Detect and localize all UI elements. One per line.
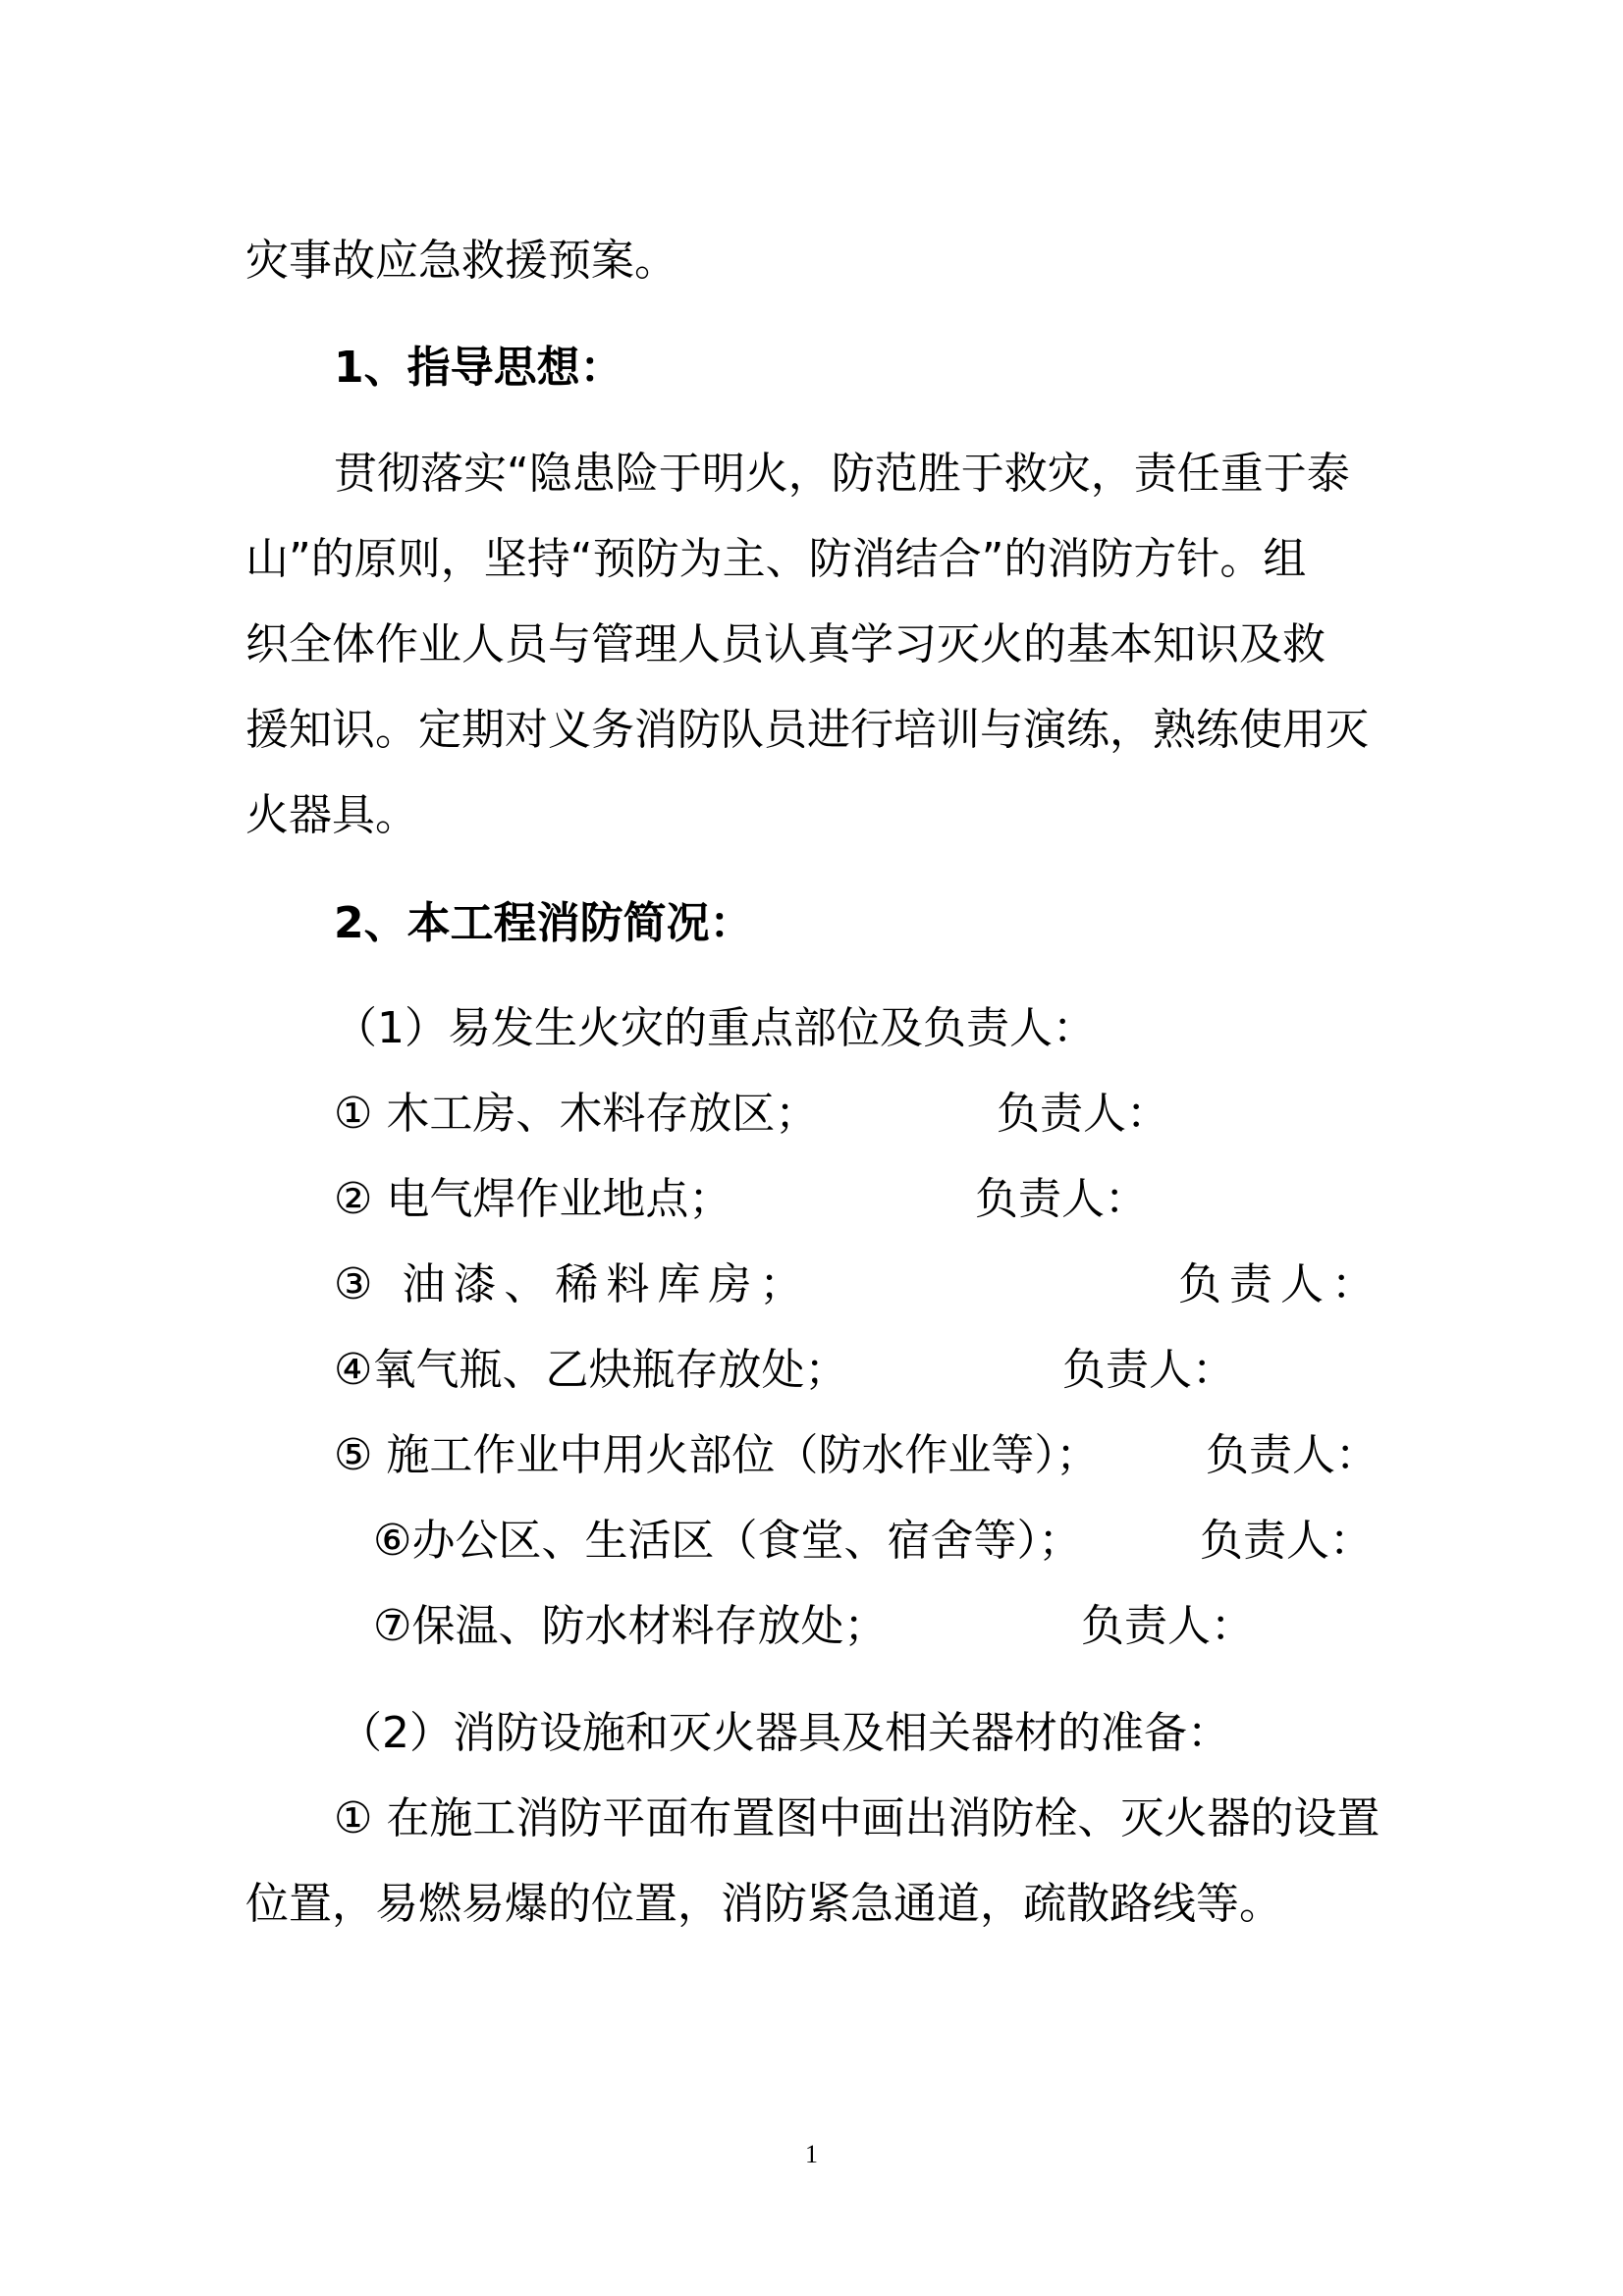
- location-item: ① 木工房、木料存放区；: [334, 1089, 819, 1139]
- paragraph-line: 贯彻落实“隐患险于明火，防范胜于救灾，责任重于泰: [334, 449, 1350, 499]
- heading-guiding-principle: 1、指导思想：: [334, 343, 623, 393]
- responsible-label: 负责人：: [975, 1174, 1148, 1224]
- location-item: ② 电气焊作业地点；: [334, 1174, 732, 1224]
- location-item: ⑦保温、防水材料存放处；: [373, 1601, 888, 1651]
- paragraph-continuation: 灾事故应急救援预案。: [245, 236, 677, 286]
- paragraph-line: 援知识。定期对义务消防队员进行培训与演练，熟练使用灭: [245, 705, 1369, 755]
- subsection-title: （1）易发生火灾的重点部位及负责人：: [334, 1003, 1096, 1053]
- paragraph-line: 山”的原则，坚持“预防为主、防消结合”的消防方针。组: [245, 534, 1307, 584]
- subsection-title: （2）消防设施和灭火器具及相关器材的准备：: [339, 1708, 1230, 1758]
- location-item: ③ 油漆、稀料库房；: [334, 1259, 811, 1309]
- responsible-label: 负责人：: [1206, 1430, 1379, 1480]
- page-number: 1: [805, 2140, 818, 2168]
- heading-fire-overview: 2、本工程消防简况：: [334, 898, 753, 948]
- paragraph-line: 织全体作业人员与管理人员认真学习灭火的基本知识及救: [245, 619, 1325, 669]
- responsible-label: 负责人：: [997, 1089, 1169, 1139]
- responsible-label: 负责人：: [1200, 1516, 1373, 1566]
- paragraph-line: 火器具。: [245, 790, 418, 840]
- location-item: ⑥办公区、生活区（食堂、宿舍等）；: [373, 1516, 1082, 1566]
- location-item: ④氧气瓶、乙炔瓶存放处；: [334, 1345, 848, 1395]
- paragraph-line: ① 在施工消防平面布置图中画出消防栓、灭火器的设置: [334, 1793, 1380, 1843]
- responsible-label: 负责人：: [1062, 1345, 1235, 1395]
- paragraph-line: 位置，易燃易爆的位置，消防紧急通道，疏散路线等。: [245, 1879, 1282, 1929]
- responsible-label: 负责人：: [1081, 1601, 1254, 1651]
- location-item: ⑤ 施工作业中用火部位（防水作业等）；: [334, 1430, 1100, 1480]
- responsible-label: 负责人：: [1178, 1259, 1382, 1309]
